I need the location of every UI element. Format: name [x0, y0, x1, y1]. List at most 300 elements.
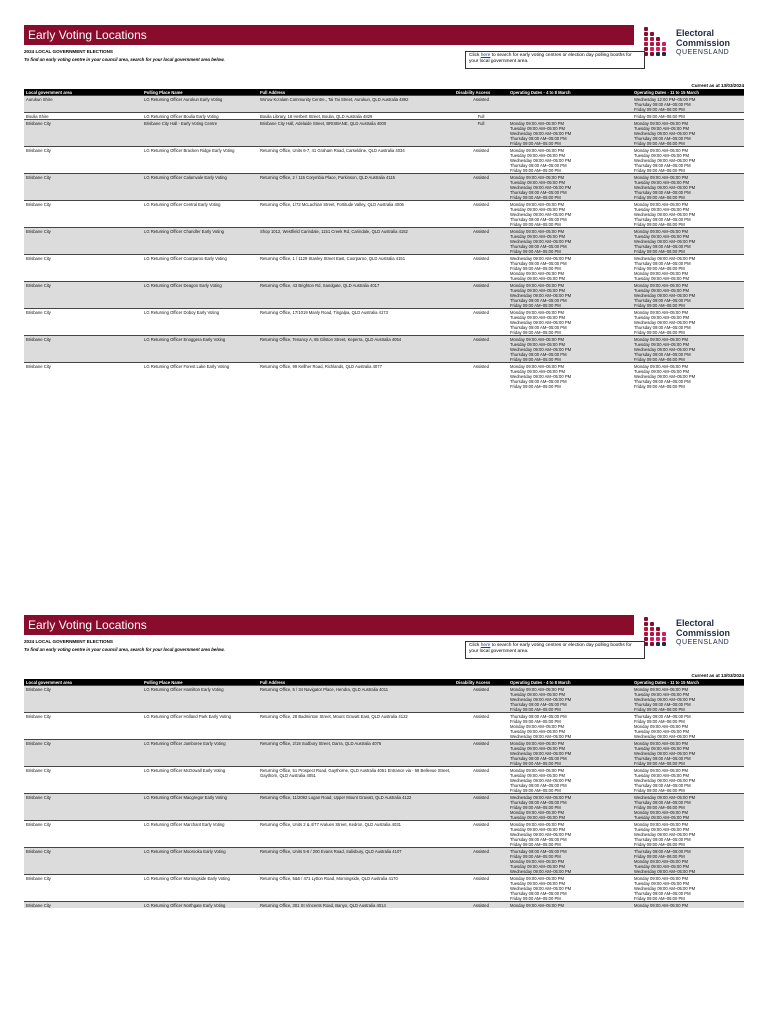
operating-day: Tuesday 09:00 AM–05:00 PM	[510, 276, 566, 281]
logo-line-3: QUEENSLAND	[676, 49, 730, 56]
operating-day: Tuesday 09:00 AM–05:00 PM	[634, 207, 690, 212]
column-header: Operating Dates - 11 to 15 March	[632, 89, 744, 96]
cell-place: LG Returning Officer Enoggera Early Voting	[142, 336, 258, 363]
cell-access: Assisted	[454, 336, 508, 363]
operating-day: Monday 09:00 AM–05:00 PM	[634, 364, 689, 369]
operating-day: Friday 09:00 AM–05:00 PM	[510, 330, 561, 335]
operating-day: Tuesday 09:00 AM–05:00 PM	[634, 315, 690, 320]
cell-access: Assisted	[454, 821, 508, 848]
cell-place: LG Returning Officer Hamilton Early Voting	[142, 686, 258, 713]
column-header: Operating Dates - 11 to 15 March	[632, 679, 744, 686]
column-header: Operating Dates - 4 to 8 March	[508, 679, 632, 686]
cell-access: Assisted	[454, 174, 508, 201]
cell-w1	[508, 767, 632, 794]
cell-w2	[632, 228, 744, 255]
operating-day: Monday 09:00 AM–05:00 PM	[510, 202, 565, 207]
cell-access: Full	[454, 113, 508, 120]
click-here-box: Click here to search for early voting centres or election day polling booths for your local government area.	[465, 641, 645, 659]
table-row	[24, 228, 744, 255]
cell-place: LG Returning Officer Macgregor Early Voting	[142, 794, 258, 821]
table-row	[24, 201, 744, 228]
table-row	[24, 794, 744, 821]
cell-address: Brisbane City Hall, Adelaide Street, BRISBANE, QLD Australia 4000	[258, 120, 454, 147]
cell-access: Assisted	[454, 713, 508, 740]
cell-w1	[508, 821, 632, 848]
operating-day: Wednesday 09:00 AM–05:00 PM	[634, 239, 696, 244]
operating-day: Tuesday 09:00 AM–05:00 PM	[510, 815, 566, 820]
cell-w2	[632, 113, 744, 120]
operating-day: Wednesday 09:00 AM–05:00 PM	[634, 697, 696, 702]
operating-day: Monday 09:00 AM–05:00 PM	[634, 310, 689, 315]
operating-day: Tuesday 09:00 AM–05:00 PM	[634, 126, 690, 131]
cell-w1	[508, 120, 632, 147]
cell-w2	[632, 686, 744, 713]
operating-day: Thursday 09:00 AM–05:00 PM	[510, 714, 567, 719]
cell-lga: Brisbane City	[24, 875, 142, 902]
cell-w1	[508, 255, 632, 282]
cell-place: LG Returning Officer Morningside Early Voting	[142, 875, 258, 902]
operating-day: Friday 09:00 AM–05:00 PM	[510, 222, 561, 227]
operating-day: Thursday 09:00 AM–05:00 PM	[634, 714, 691, 719]
operating-day: Friday 09:00 AM–06:00 PM	[634, 303, 685, 308]
cell-place: LG Returning Officer Boulia Early Voting	[142, 113, 258, 120]
operating-day: Friday 09:00 AM–06:00 PM	[634, 384, 685, 389]
cell-w1	[508, 309, 632, 336]
cell-place: Brisbane City Hall - Early Voting Centre	[142, 120, 258, 147]
operating-day: Wednesday 09:00 AM–05:00 PM	[634, 158, 696, 163]
cell-lga: Brisbane City	[24, 147, 142, 174]
cell-lga: Brisbane City	[24, 821, 142, 848]
operating-day: Wednesday 09:00 AM–05:00 PM	[634, 320, 696, 325]
operating-day: Friday 09:00 AM–06:00 PM	[634, 896, 685, 901]
operating-day: Monday 09:00 AM–05:00 PM	[634, 283, 689, 288]
cell-w1	[508, 113, 632, 120]
operating-day: Tuesday 09:00 AM–05:00 PM	[634, 881, 690, 886]
cell-lga: Brisbane City	[24, 120, 142, 147]
operating-day: Wednesday 09:00 AM–05:00 PM	[634, 185, 696, 190]
operating-day: Monday 09:00 AM–05:00 PM	[510, 859, 565, 864]
operating-day: Tuesday 09:00 AM–05:00 PM	[510, 881, 566, 886]
operating-day: Wednesday 09:00 AM–05:00 PM	[634, 256, 696, 261]
cell-access: Assisted	[454, 875, 508, 902]
operating-day: Friday 09:00 AM–05:00 PM	[510, 788, 561, 793]
operating-day: Thursday 09:00 AM–05:00 PM	[634, 244, 691, 249]
column-header: Local government area	[24, 89, 142, 96]
operating-day: Friday 09:00 AM–06:00 PM	[634, 788, 685, 793]
cell-address: Returning Office, 11/2092 Logan Road, Upper Mount Gravatt, QLD Australia 4122	[258, 794, 454, 821]
operating-day: Wednesday 09:00 AM–05:00 PM	[510, 697, 572, 702]
operating-day: Friday 09:00 AM–05:00 PM	[510, 761, 561, 766]
ecq-logo	[644, 25, 744, 59]
operating-day: Monday 09:00 AM–05:00 PM	[510, 121, 565, 126]
operating-day: Friday 09:00 AM–06:00 PM	[634, 719, 685, 724]
operating-day: Thursday 09:00 AM–05:00 PM	[634, 190, 691, 195]
table-row	[24, 309, 744, 336]
operating-day: Tuesday 09:00 AM–05:00 PM	[510, 288, 566, 293]
page-title: Early Voting Locations	[28, 618, 147, 632]
logo-line-1: Electoral	[676, 28, 715, 38]
current-as-at: Current as at 13/03/2024	[691, 83, 744, 88]
operating-day: Thursday 09:00 AM–05:00 PM	[510, 244, 567, 249]
operating-day: Monday 09:00 AM–05:00 PM	[510, 364, 565, 369]
operating-day: Thursday 09:00 AM–05:00 PM	[510, 217, 567, 222]
operating-day: Friday 09:00 AM–06:00 PM	[634, 195, 685, 200]
cell-access: Assisted	[454, 848, 508, 875]
operating-day: Wednesday 09:00 AM–05:00 PM	[510, 185, 572, 190]
operating-day: Thursday 09:00 AM–05:00 PM	[510, 891, 567, 896]
operating-day: Tuesday 09:00 AM–05:00 PM	[634, 729, 690, 734]
operating-day: Tuesday 09:00 AM–05:00 PM	[510, 315, 566, 320]
cell-lga: Brisbane City	[24, 309, 142, 336]
cell-w2	[632, 740, 744, 767]
operating-day: Wednesday 09:00 AM–05:00 PM	[634, 131, 696, 136]
operating-day: Monday 09:00 AM–05:00 PM	[634, 175, 689, 180]
cell-address: Returning Office, Units 6-7, 41 Graham Road, Carseldine, QLD Australia 4034	[258, 147, 454, 174]
table-row	[24, 902, 744, 909]
operating-day: Friday 09:00 AM–05:00 PM	[510, 805, 561, 810]
operating-day: Thursday 09:00 AM–05:00 PM	[510, 849, 567, 854]
cell-address: Returning Office, 2 / 115 Corymbia Place, Parkinson, QLD Australia 4115	[258, 174, 454, 201]
operating-day: Thursday 09:00 AM–05:00 PM	[634, 783, 691, 788]
operating-day: Monday 09:00 AM–05:00 PM	[634, 741, 689, 746]
cell-lga: Brisbane City	[24, 767, 142, 794]
operating-day: Friday 09:00 AM–06:00 PM	[634, 761, 685, 766]
operating-day: Tuesday 09:00 AM–05:00 PM	[634, 288, 690, 293]
cell-place: LG Returning Officer McDowall Early Voting	[142, 767, 258, 794]
operating-day: Wednesday 09:00 AM–05:00 PM	[634, 212, 696, 217]
operating-day: Thursday 09:00 AM–05:00 PM	[634, 379, 691, 384]
cell-place: LG Returning Officer Bracken Ridge Early Voting	[142, 147, 258, 174]
operating-day: Friday 09:00 AM–05:00 PM	[510, 707, 561, 712]
operating-day: Monday 09:00 AM–05:00 PM	[510, 741, 565, 746]
operating-day: Wednesday 09:00 AM–05:00 PM	[510, 734, 572, 739]
table-row	[24, 113, 744, 120]
operating-day: Friday 09:00 AM–06:00 PM	[634, 222, 685, 227]
cell-lga: Brisbane City	[24, 848, 142, 875]
logo-line-1: Electoral	[676, 618, 715, 628]
column-header: Polling Place Name	[142, 89, 258, 96]
operating-day: Friday 09:00 AM–06:00 PM	[634, 842, 685, 847]
cell-lga: Brisbane City	[24, 794, 142, 821]
operating-day: Thursday 09:00 AM–05:00 PM	[510, 352, 567, 357]
operating-day: Tuesday 09:00 AM–05:00 PM	[634, 369, 690, 374]
operating-day: Tuesday 09:00 AM–05:00 PM	[634, 276, 690, 281]
operating-day: Wednesday 09:00 AM–05:00 PM	[510, 320, 572, 325]
logo-line-2: Commission	[676, 628, 731, 638]
operating-day: Wednesday 09:00 AM–05:00 PM	[510, 347, 572, 352]
operating-day: Monday 09:00 AM–05:00 PM	[510, 310, 565, 315]
table-row	[24, 255, 744, 282]
operating-day: Tuesday 09:00 AM–05:00 PM	[634, 815, 690, 820]
operating-day: Friday 09:00 AM–06:00 PM	[634, 854, 685, 859]
cell-address: Boulia Library, 18 Herbert Street, Boulia, QLD Australia 4829	[258, 113, 454, 120]
operating-day: Monday 09:00 AM–05:00 PM	[634, 121, 689, 126]
cell-w1	[508, 363, 632, 390]
page-2	[24, 615, 744, 1024]
subtitle: 2024 LOCAL GOVERNMENT ELECTIONS	[24, 49, 113, 54]
operating-day: Wednesday 09:00 AM–05:00 PM	[510, 374, 572, 379]
cell-place: LG Returning Officer Forest Lake Early Voting	[142, 363, 258, 390]
cell-lga: Brisbane City	[24, 336, 142, 363]
cell-w2	[632, 120, 744, 147]
cell-access: Assisted	[454, 96, 508, 113]
cell-address: Shop 1012, Westfield Carindale, 1151 Creek Rd, Carindale, QLD Australia 4152	[258, 228, 454, 255]
cell-w1	[508, 228, 632, 255]
operating-day: Wednesday 09:00 AM–05:00 PM	[634, 886, 696, 891]
cell-w2	[632, 713, 744, 740]
operating-day: Tuesday 09:00 AM–05:00 PM	[510, 180, 566, 185]
cell-address: Returning Office, 51 Prospect Road, Gaythorne, QLD Australia 4051 Entrance via - 58 Bellevue Street, Gaythorn, QLD Australia 4051	[258, 767, 454, 794]
cell-access: Assisted	[454, 201, 508, 228]
operating-day: Thursday 09:00 AM–05:00 PM	[510, 783, 567, 788]
operating-day: Thursday 09:00 AM–05:00 PM	[634, 756, 691, 761]
operating-day: Monday 09:00 AM–05:00 PM	[510, 822, 565, 827]
click-here-box: Click here to search for early voting centres or election day polling booths for your local government area.	[465, 51, 645, 69]
operating-day: Tuesday 09:00 AM–05:00 PM	[634, 746, 690, 751]
operating-day: Friday 09:00 AM–06:00 PM	[634, 107, 685, 112]
cell-lga: Brisbane City	[24, 686, 142, 713]
operating-day: Tuesday 09:00 AM–05:00 PM	[634, 827, 690, 832]
here-link[interactable]: here	[480, 643, 491, 648]
voting-table	[24, 89, 744, 389]
operating-day: Monday 09:00 AM–05:00 PM	[634, 859, 689, 864]
column-header: Full Address	[258, 89, 454, 96]
operating-day: Monday 09:00 AM–05:00 PM	[634, 148, 689, 153]
cell-w1	[508, 96, 632, 113]
cell-lga: Brisbane City	[24, 228, 142, 255]
operating-day: Monday 09:00 AM–05:00 PM	[634, 876, 689, 881]
operating-day: Tuesday 09:00 AM–05:00 PM	[510, 342, 566, 347]
cell-w1	[508, 147, 632, 174]
table-row	[24, 767, 744, 794]
operating-day: Monday 09:00 AM–05:00 PM	[510, 337, 565, 342]
operating-day: Tuesday 09:00 AM–05:00 PM	[510, 126, 566, 131]
cell-address: Returning Office, 17/1019 Manly Road, Tingalpa, QLD Australia 4173	[258, 309, 454, 336]
voting-table	[24, 679, 744, 908]
operating-day: Thursday 09:00 AM–05:00 PM	[634, 102, 691, 107]
cell-place: LG Returning Officer Coorparoo Early Voting	[142, 255, 258, 282]
operating-day: Tuesday 09:00 AM–05:00 PM	[510, 864, 566, 869]
operating-day: Wednesday 09:00 AM–05:00 PM	[634, 832, 696, 837]
cell-lga: Brisbane City	[24, 282, 142, 309]
operating-day: Wednesday 12:00 PM–05:00 PM	[634, 97, 696, 102]
cell-access: Assisted	[454, 740, 508, 767]
here-link[interactable]: here	[480, 53, 491, 58]
cell-lga: Brisbane City	[24, 255, 142, 282]
cell-place: LG Returning Officer Deagon Early Voting	[142, 282, 258, 309]
logo-line-2: Commission	[676, 38, 731, 48]
cell-w2	[632, 902, 744, 909]
operating-day: Friday 09:00 AM–05:00 PM	[510, 384, 561, 389]
operating-day: Friday 09:00 AM–05:00 PM	[510, 896, 561, 901]
cell-w1	[508, 848, 632, 875]
operating-day: Monday 09:00 AM–05:00 PM	[510, 229, 565, 234]
cell-address: Returning Office, 43 Brighton Rd, Sandgate, QLD Australia 4017	[258, 282, 454, 309]
operating-day: Wednesday 09:00 AM–05:00 PM	[634, 778, 696, 783]
operating-day: Tuesday 09:00 AM–05:00 PM	[634, 692, 690, 697]
cell-access: Assisted	[454, 902, 508, 909]
find-instruction: To find an early voting centre in your council area, search for your local government area below.	[24, 57, 225, 62]
operating-day: Wednesday 09:00 AM–05:00 PM	[634, 869, 696, 874]
cell-access: Assisted	[454, 228, 508, 255]
cell-w1	[508, 740, 632, 767]
operating-day: Friday 09:00 AM–06:00 PM	[634, 707, 685, 712]
operating-day: Tuesday 09:00 AM–05:00 PM	[510, 153, 566, 158]
operating-day: Thursday 09:00 AM–05:00 PM	[634, 136, 691, 141]
column-header: Disability Access	[454, 89, 508, 96]
cell-w2	[632, 336, 744, 363]
logo-dots-icon	[644, 617, 672, 647]
column-header: Polling Place Name	[142, 679, 258, 686]
operating-day: Tuesday 09:00 AM–05:00 PM	[510, 729, 566, 734]
operating-day: Thursday 09:00 AM–05:00 PM	[634, 891, 691, 896]
operating-day: Thursday 09:00 AM–05:00 PM	[634, 837, 691, 842]
cell-w2	[632, 174, 744, 201]
operating-day: Thursday 09:00 AM–05:00 PM	[634, 261, 691, 266]
cell-w1	[508, 282, 632, 309]
cell-access: Full	[454, 120, 508, 147]
cell-address: Returning Office, 5&6 / 471 Lytton Road, Morningside, QLD Australia 4170	[258, 875, 454, 902]
operating-day: Thursday 09:00 AM–05:00 PM	[634, 217, 691, 222]
operating-day: Thursday 09:00 AM–05:00 PM	[510, 261, 567, 266]
operating-day: Friday 09:00 AM–06:00 PM	[634, 266, 685, 271]
operating-day: Thursday 09:00 AM–05:00 PM	[510, 163, 567, 168]
operating-day: Thursday 09:00 AM–05:00 PM	[510, 136, 567, 141]
cell-w2	[632, 96, 744, 113]
cell-w1	[508, 336, 632, 363]
operating-day: Thursday 09:00 AM–05:00 PM	[510, 325, 567, 330]
cell-w1	[508, 713, 632, 740]
operating-day: Thursday 09:00 AM–05:00 PM	[634, 702, 691, 707]
operating-day: Monday 09:00 AM–05:00 PM	[634, 229, 689, 234]
cell-place: LG Returning Officer Moorooka Early Voting	[142, 848, 258, 875]
operating-day: Wednesday 09:00 AM–05:00 PM	[510, 131, 572, 136]
operating-day: Wednesday 09:00 AM–05:00 PM	[510, 778, 572, 783]
cell-w2	[632, 767, 744, 794]
operating-day: Thursday 09:00 AM–05:00 PM	[634, 849, 691, 854]
logo-dots-icon	[644, 27, 672, 57]
operating-day: Wednesday 09:00 AM–05:00 PM	[634, 374, 696, 379]
cell-place: LG Returning Officer Aurukun Early Voting	[142, 96, 258, 113]
operating-day: Friday 09:00 AM–05:00 PM	[510, 357, 561, 362]
operating-day: Thursday 09:00 AM–05:00 PM	[634, 298, 691, 303]
operating-day: Monday 09:00 AM–05:00 PM	[634, 724, 689, 729]
operating-day: Tuesday 09:00 AM–05:00 PM	[634, 234, 690, 239]
operating-day: Friday 09:00 AM–06:00 PM	[634, 330, 685, 335]
operating-day: Tuesday 09:00 AM–05:00 PM	[510, 207, 566, 212]
cell-address: Returning Office, 28 Badminton Street, Mount Gravatt East, QLD Australia 4122	[258, 713, 454, 740]
operating-day: Monday 09:00 AM–05:00 PM	[510, 175, 565, 180]
operating-day: Tuesday 09:00 AM–05:00 PM	[510, 369, 566, 374]
operating-day: Tuesday 09:00 AM–05:00 PM	[510, 692, 566, 697]
cell-w2	[632, 875, 744, 902]
page-title: Early Voting Locations	[28, 28, 147, 42]
cell-address: Returning Office, 1/72 McLachlan Street, Fortitude Valley, QLD Australia 4006	[258, 201, 454, 228]
operating-day: Friday 09:00 AM–05:00 PM	[510, 303, 561, 308]
operating-day: Monday 09:00 AM–05:00 PM	[510, 903, 565, 908]
cell-place: LG Returning Officer Chandler Early Voting	[142, 228, 258, 255]
cell-w2	[632, 363, 744, 390]
cell-w1	[508, 794, 632, 821]
operating-day: Wednesday 09:00 AM–05:00 PM	[634, 795, 696, 800]
operating-day: Tuesday 09:00 AM–05:00 PM	[634, 342, 690, 347]
column-header: Full Address	[258, 679, 454, 686]
operating-day: Tuesday 09:00 AM–05:00 PM	[634, 180, 690, 185]
operating-day: Thursday 09:00 AM–05:00 PM	[634, 163, 691, 168]
operating-day: Wednesday 09:00 AM–05:00 PM	[510, 795, 572, 800]
cell-w2	[632, 794, 744, 821]
operating-day: Wednesday 09:00 AM–05:00 PM	[634, 734, 696, 739]
operating-day: Thursday 09:00 AM–05:00 PM	[510, 756, 567, 761]
operating-day: Wednesday 09:00 AM–05:00 PM	[510, 212, 572, 217]
column-header: Local government area	[24, 679, 142, 686]
operating-day: Wednesday 09:00 AM–05:00 PM	[634, 293, 696, 298]
operating-day: Tuesday 09:00 AM–05:00 PM	[510, 234, 566, 239]
cell-lga: Brisbane City	[24, 201, 142, 228]
operating-day: Tuesday 09:00 AM–05:00 PM	[634, 153, 690, 158]
table-row	[24, 147, 744, 174]
operating-day: Monday 09:00 AM–05:00 PM	[510, 283, 565, 288]
operating-day: Wednesday 09:00 AM–05:00 PM	[510, 256, 572, 261]
cell-place: LG Returning Officer Central Early Voting	[142, 201, 258, 228]
cell-address: Returning Office, 99 Kellher Road, Richlands, QLD Australia 4077	[258, 363, 454, 390]
operating-day: Friday 09:00 AM–05:00 PM	[510, 168, 561, 173]
ecq-logo	[644, 615, 744, 649]
operating-day: Friday 09:00 AM–05:00 PM	[510, 266, 561, 271]
cell-access: Assisted	[454, 686, 508, 713]
operating-day: Monday 09:00 AM–05:00 PM	[510, 810, 565, 815]
cell-lga: Brisbane City	[24, 174, 142, 201]
cell-place: LG Returning Officer Northgate Early Voting	[142, 902, 258, 909]
cell-address: Returning Office, Units 5-8 / 200 Evans Road, Salisbury, QLD Australia 4107	[258, 848, 454, 875]
cell-access: Assisted	[454, 147, 508, 174]
operating-day: Wednesday 09:00 AM–05:00 PM	[510, 751, 572, 756]
notes	[24, 49, 459, 63]
cell-access: Assisted	[454, 767, 508, 794]
operating-day: Wednesday 09:00 AM–05:00 PM	[510, 886, 572, 891]
cell-lga: Brisbane City	[24, 363, 142, 390]
cell-lga: Brisbane City	[24, 902, 142, 909]
cell-w2	[632, 255, 744, 282]
cell-w2	[632, 309, 744, 336]
operating-day: Monday 09:00 AM–05:00 PM	[510, 876, 565, 881]
logo-line-3: QUEENSLAND	[676, 639, 730, 646]
operating-day: Friday 09:00 AM–06:00 PM	[634, 357, 685, 362]
table-row	[24, 686, 744, 713]
operating-day: Friday 09:00 AM–05:00 PM	[510, 854, 561, 859]
operating-day: Monday 09:00 AM–05:00 PM	[634, 768, 689, 773]
cell-place: LG Returning Officer Doboy Early Voting	[142, 309, 258, 336]
notes	[24, 639, 459, 653]
operating-day: Monday 09:00 AM–05:00 PM	[634, 271, 689, 276]
page-banner	[24, 615, 634, 635]
operating-day: Thursday 09:00 AM–05:00 PM	[634, 800, 691, 805]
table-row	[24, 875, 744, 902]
operating-day: Thursday 09:00 AM–05:00 PM	[634, 325, 691, 330]
cell-w1	[508, 174, 632, 201]
cell-access: Assisted	[454, 255, 508, 282]
table-row	[24, 174, 744, 201]
operating-day: Monday 09:00 AM–05:00 PM	[510, 768, 565, 773]
operating-day: Friday 09:00 AM–05:00 PM	[510, 719, 561, 724]
operating-day: Thursday 09:00 AM–05:00 PM	[634, 352, 691, 357]
cell-w1	[508, 201, 632, 228]
operating-day: Thursday 09:00 AM–05:00 PM	[510, 837, 567, 842]
operating-day: Wednesday 09:00 AM–05:00 PM	[510, 293, 572, 298]
current-as-at: Current as at 13/03/2024	[691, 673, 744, 678]
cell-place: LG Returning Officer Jamboree Early Voting	[142, 740, 258, 767]
operating-day: Friday 09:00 AM–06:00 PM	[634, 141, 685, 146]
